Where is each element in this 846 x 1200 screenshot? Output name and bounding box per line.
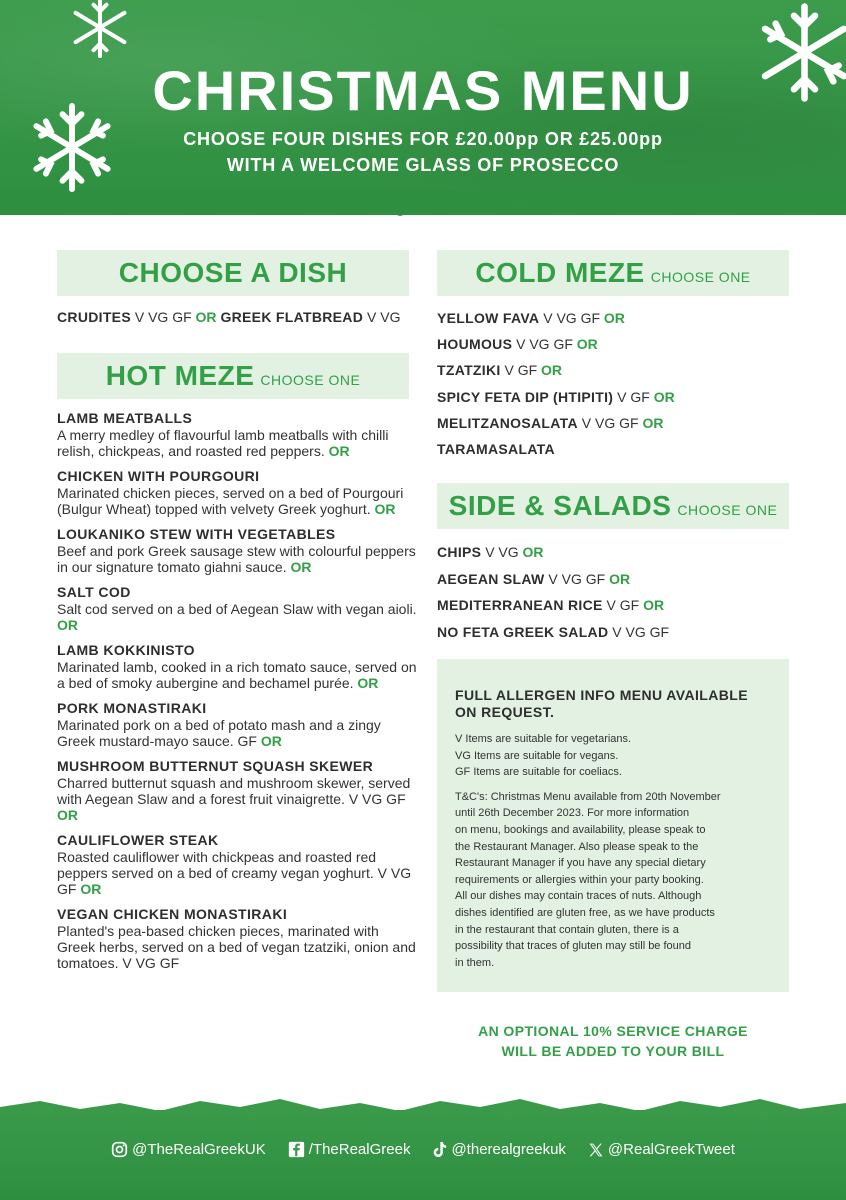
list-item: CHICKEN WITH POURGOURI Marinated chicken pieces, served on a bed of Pourgouri (Bulgur Wheat) topped with velvety Greek yoghurt. OR xyxy=(57,468,404,517)
instagram-link[interactable]: @TheRealGreekUK xyxy=(111,1141,266,1158)
facebook-link[interactable]: /TheRealGreek xyxy=(288,1141,411,1158)
list-item: NO FETA GREEK SALAD V VG GF xyxy=(437,623,670,640)
list-item: PORK MONASTIRAKI Marinated pork on a bed of potato mash and a zingy Greek mustard-mayo sauce. GF OR xyxy=(57,700,381,749)
page-title: CHRISTMAS MENU xyxy=(152,59,694,122)
sides-list xyxy=(437,539,797,645)
sides-heading: SIDE & SALADS CHOOSE ONE xyxy=(437,483,789,529)
list-item: LAMB KOKKINISTO Marinated lamb, cooked in a rich tomato sauce, served on a bed of smoky aubergine and bechamel purée. OR xyxy=(57,642,417,691)
instagram-icon xyxy=(111,1141,128,1158)
list-item: TARAMASALATA xyxy=(437,441,555,458)
tiktok-link[interactable]: @therealgreekuk xyxy=(432,1141,565,1158)
list-item: LAMB MEATBALLS A merry medley of flavourful lamb meatballs with chilli relish, chickpeas, and roasted red peppers. OR xyxy=(57,410,389,459)
list-item: TZATZIKI V GF OR xyxy=(437,362,563,379)
service-charge-note: AN OPTIONAL 10% SERVICE CHARGE WILL BE ADDED TO YOUR BILL xyxy=(478,1023,748,1059)
allergen-title: FULL ALLERGEN INFO MENU AVAILABLE ON REQUEST. xyxy=(455,687,748,720)
x-icon xyxy=(588,1142,604,1158)
list-item: SPICY FETA DIP (HTIPITI) V GF OR xyxy=(437,388,675,405)
tiktok-icon xyxy=(432,1141,447,1158)
snowflake-icon xyxy=(60,0,140,60)
allergen-info-box: FULL ALLERGEN INFO MENU AVAILABLE ON REQUEST. V Items are suitable for vegetarians. VG Items are suitable for vegans. GF Items are suitable for coeliacs. T&C's: Christmas Menu available from 20th November until 26th December 2023. For more information on menu, bookings and availability, please speak to the Restaurant Manager. Also please speak to the Restaurant Manager if you have any special dietary requirements or allergies within your party booking. All our dishes may contain traces of nuts. Although dishes identified are gluten free, as we have products in the restaurant that contain gluten, there is a possibility that traces of gluten may still be found in them. xyxy=(437,659,789,992)
social-links xyxy=(0,1141,846,1158)
list-item: MEDITERRANEAN RICE V GF OR xyxy=(437,597,665,613)
cold-meze-list xyxy=(437,305,797,462)
list-item: YELLOW FAVA V VG GF OR xyxy=(437,310,625,326)
torn-edge xyxy=(0,190,846,230)
list-item: HOUMOUS V VG GF OR xyxy=(437,336,598,353)
list-item: VEGAN CHICKEN MONASTIRAKI Planted's pea-based chicken pieces, marinated with Greek herbs, served on a bed of vegan tzatziki, onion and tomatoes. V VG GF xyxy=(57,906,416,971)
choose-dish-items: CRUDITES V VG GF OR GREEK FLATBREAD V VG xyxy=(57,309,401,325)
x-link[interactable]: @RealGreekTweet xyxy=(588,1141,735,1158)
list-item: MUSHROOM BUTTERNUT SQUASH SKEWER Charred butternut squash and mushroom skewer, served with Aegean Slaw and a forest fruit vinaigrette. V VG GF OR xyxy=(57,758,411,823)
list-item: MELITZANOSALATA V VG GF OR xyxy=(437,414,664,431)
list-item: CAULIFLOWER STEAK Roasted cauliflower with chickpeas and roasted red peppers served on a bed of creamy vegan yoghurt. V VG GF OR xyxy=(57,832,412,897)
list-item: AEGEAN SLAW V VG GF OR xyxy=(437,570,631,587)
cold-meze-heading: COLD MEZE CHOOSE ONE xyxy=(437,250,789,296)
list-item: CHIPS V VG OR xyxy=(437,544,544,560)
list-item: LOUKANIKO STEW WITH VEGETABLES Beef and pork Greek sausage stew with colourful peppers in our signature tomato giahni sauce. OR xyxy=(57,526,416,575)
choose-dish-heading: CHOOSE A DISH xyxy=(57,250,409,296)
hot-meze-list xyxy=(57,410,417,980)
facebook-icon xyxy=(288,1141,305,1158)
hot-meze-heading: HOT MEZE CHOOSE ONE xyxy=(57,353,409,399)
page-subtitle: CHOOSE FOUR DISHES FOR £20.00pp OR £25.00pp WITH A WELCOME GLASS OF PROSECCO xyxy=(183,129,663,175)
list-item: SALT COD Salt cod served on a bed of Aegean Slaw with vegan aioli. OR xyxy=(57,584,417,633)
